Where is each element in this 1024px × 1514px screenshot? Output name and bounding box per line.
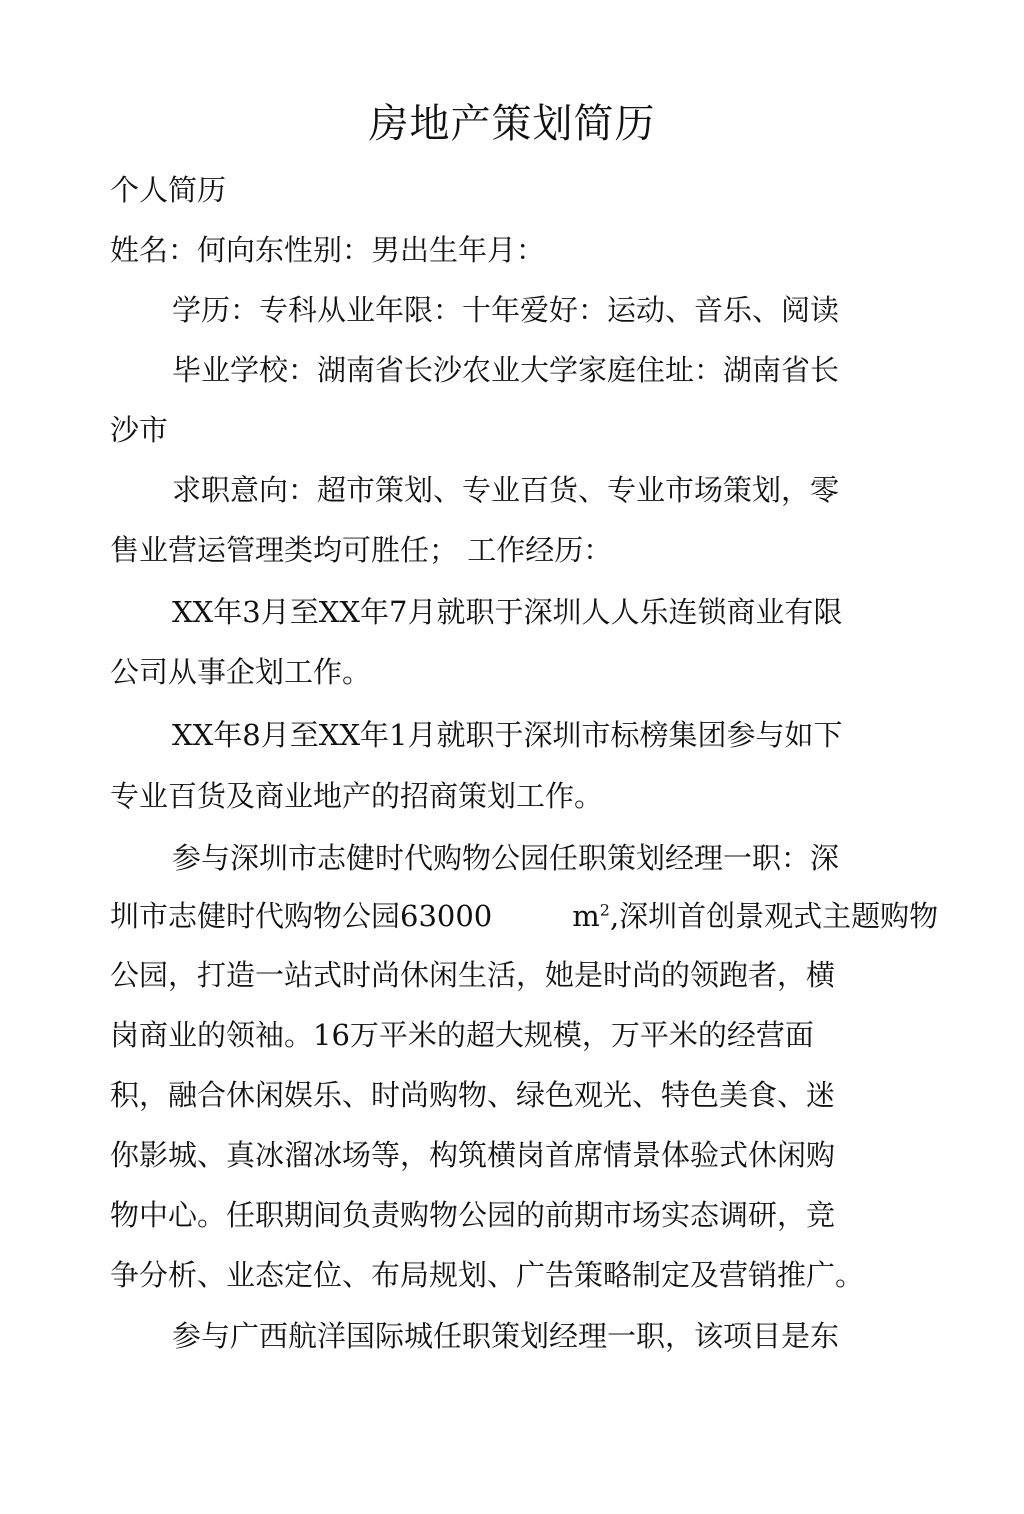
- text-line: XX年8月至XX年1月就职于深圳市标榜集团参与如下: [172, 718, 843, 752]
- text-line: 学历：专科从业年限：十年爱好：运动、音乐、阅读: [172, 293, 840, 327]
- text-line: 姓名：何向东性别：男出生年月：: [110, 233, 546, 267]
- text-segment: ,深圳首创景观式主题购物: [609, 899, 939, 933]
- text-line: 参与广西航洋国际城任职策划经理一职，该项目是东: [172, 1319, 840, 1353]
- text-line: 你影城、真冰溜冰场等，构筑横岗首席情景体验式休闲购: [110, 1138, 836, 1172]
- text-line: 求职意向：超市策划、专业百货、专业市场策划，零: [172, 473, 840, 507]
- unit-text: m: [572, 899, 600, 933]
- text-line: 争分析、业态定位、布局规划、广告策略制定及营销推广。: [110, 1258, 865, 1292]
- section-heading-resume: 个人简历: [110, 173, 227, 207]
- text-line: 参与深圳市志健时代购物公园任职策划经理一职：深: [172, 841, 840, 875]
- text-line: 售业营运管理类均可胜任； 工作经历：: [110, 533, 613, 567]
- text-line: 物中心。任职期间负责购物公园的前期市场实态调研，竞: [110, 1198, 836, 1232]
- text-line: 公园，打造一站式时尚休闲生活，她是时尚的领跑者，横: [110, 958, 836, 992]
- text-line-with-area: [110, 896, 938, 936]
- text-line: 专业百货及商业地产的招商策划工作。: [110, 779, 604, 813]
- text-line: 毕业学校：湖南省长沙农业大学家庭住址：湖南省长: [172, 353, 840, 387]
- text-line: 沙市: [110, 413, 169, 447]
- text-line: 公司从事企划工作。: [110, 655, 372, 689]
- unit-superscript: 2: [599, 900, 610, 920]
- document-title: 房地产策划简历: [368, 101, 656, 147]
- text-line: 岗商业的领袖。16万平米的超大规模，万平米的经营面: [110, 1018, 814, 1052]
- text-line: XX年3月至XX年7月就职于深圳人人乐连锁商业有限: [172, 595, 843, 629]
- text-segment: 圳市志健时代购物公园63000: [110, 899, 493, 933]
- text-line: 积，融合休闲娱乐、时尚购物、绿色观光、特色美食、迷: [110, 1078, 836, 1112]
